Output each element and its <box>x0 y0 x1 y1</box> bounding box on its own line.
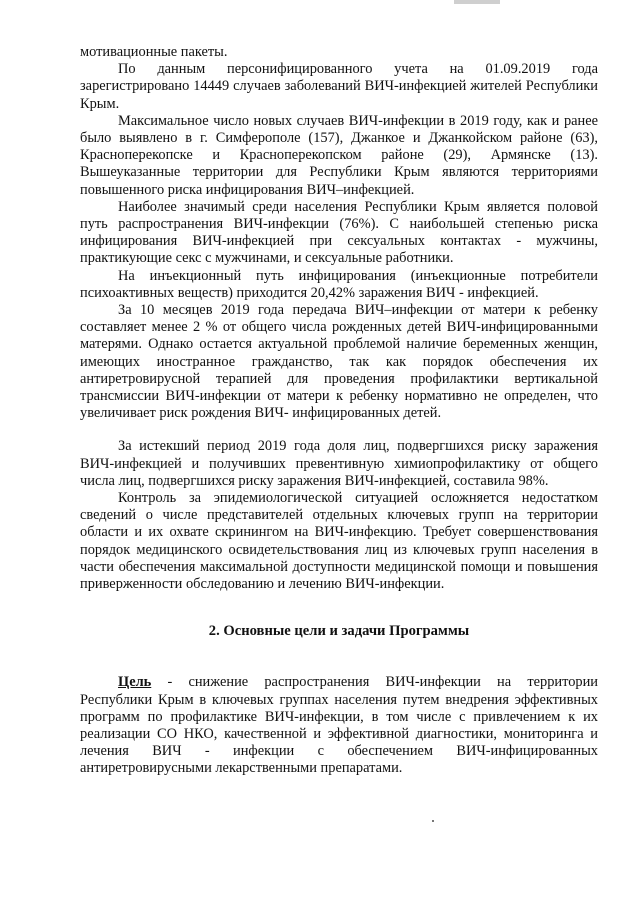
paragraph-new-cases-regions: Максимальное число новых случаев ВИЧ-инфекции в 2019 году, как и ранее было выявлено в г. Симферополе (157), Джанкое и Джанкойском районе (63), Красноперекопске и Красноперекопском районе (29), Армянске (13). Вышеуказанные территории для Республики Крым являются территориями повышенного риска инфицирования ВИЧ–инфекцией. <box>80 112 598 198</box>
goal-label: Цель <box>118 674 152 691</box>
paragraph-continuation: мотивационные пакеты. <box>80 44 228 60</box>
paragraph-sexual-transmission: Наиболее значимый среди населения Республики Крым является половой путь распространения ВИЧ-инфекции (76%). С наибольшей степенью риска инфицирования ВИЧ-инфекцией при сексуальных контактах - мужчины, практикующие секс с мужчинами, и сексуальные работники. <box>80 198 598 267</box>
scan-artifact <box>454 0 500 4</box>
paragraph-injection-route: На инъекционный путь инфицирования (инъекционные потребители психоактивных веществ) приходится 20,42% заражения ВИЧ - инфекцией. <box>80 267 598 301</box>
paragraph-goal <box>80 674 598 777</box>
paragraph-registered-cases: По данным персонифицированного учета на 01.09.2019 года зарегистрировано 14449 случаев заболеваний ВИЧ-инфекцией жителей Республики Крым. <box>80 61 598 112</box>
paragraph-chemoprophylaxis: За истекший период 2019 года доля лиц, подвергшихся риску заражения ВИЧ-инфекцией и получивших превентивную химиопрофилактику от общего числа лиц, подвергшихся риску заражения ВИЧ-инфекцией, составила 98%. <box>80 438 598 489</box>
section-heading: 2. Основные цели и задачи Программы <box>208 623 470 640</box>
paragraph-mother-to-child: За 10 месяцев 2019 года передача ВИЧ–инфекции от матери к ребенку составляет менее 2 % от общего числа рожденных детей ВИЧ-инфицированными матерями. Однако остается актуальной проблемой наличие беременных женщин, имеющих иностранное гражданство, так как порядок обеспечения их антиретровирусной терапией для проведения профилактики вертикальной трансмиссии ВИЧ-инфекции от матери к ребенку нормативно не определен, что увеличивает риск рождения ВИЧ- инфицированных детей. <box>80 302 598 422</box>
goal-text: - снижение распространения ВИЧ-инфекции на территории Республики Крым в ключевых группах населения путем внедрения эффективных программ по профилактике ВИЧ-инфекции, в том числе с привлечением к их реализации СО НКО, качественной и эффективной диагностики, мониторинга и лечения ВИЧ - инфекции с обеспечением ВИЧ-инфицированных антиретровирусными лекарственными препаратами. <box>80 674 598 777</box>
scan-speck <box>432 820 434 822</box>
paragraph-epidemiological-control: Контроль за эпидемиологической ситуацией осложняется недостатком сведений о числе представителей отдельных ключевых групп на территории области и их охвате скринингом на ВИЧ-инфекцию. Требует совершенствования порядок медицинского освидетельствования лиц из ключевых групп населения в части обеспечения максимальной доступности медицинской помощи и повышения приверженности обследованию и лечению ВИЧ-инфекции. <box>80 490 598 593</box>
